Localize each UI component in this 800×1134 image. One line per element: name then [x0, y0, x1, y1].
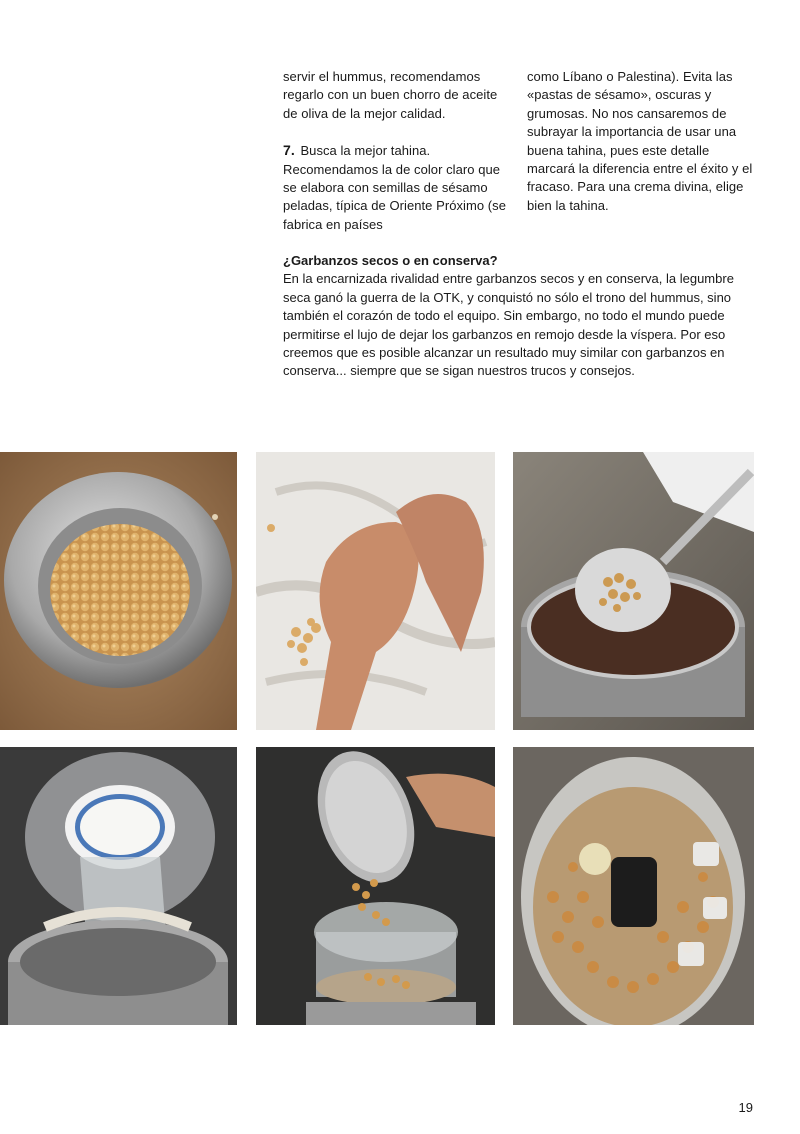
text-column-right — [527, 68, 755, 233]
photo-chickpeas-in-bowl — [0, 452, 237, 730]
step-number: 7. — [283, 142, 295, 159]
photo-skimming-pot — [513, 452, 754, 730]
photo-hands-rubbing-chickpeas — [256, 452, 495, 730]
section-dry-vs-canned — [283, 252, 753, 381]
step-7-paragraph — [283, 141, 511, 234]
text-column-left — [283, 68, 511, 252]
section-heading: ¿Garbanzos secos o en conserva? — [283, 253, 498, 268]
step-text: Busca la mejor tahina. Recomendamos la de color claro que se elabora con semillas de sésamo peladas, típica de Oriente Próximo (se fabrica en países — [283, 143, 507, 232]
page-number: 19 — [738, 1100, 753, 1115]
photo-food-processor — [513, 747, 754, 1025]
section-body: En la encarnizada rivalidad entre garbanzos secos y en conserva, la legumbre seca ganó la guerra de la OTK, y conquistó no sólo el trono del hummus, sino también el corazón de todo el equipo. Sin embargo, no todo el mundo puede permitirse el lujo de dejar los garbanzos en remojo desde la víspera. Por eso creemos que es posible alcanzar un resultado muy similar con garbanzos en conserva... siempre que se sigan nuestros trucos y consejos. — [283, 271, 734, 379]
paragraph: como Líbano o Palestina). Evita las «pastas de sésamo», oscuras y grumosas. No nos cansaremos de subrayar la importancia de usar una buena tahina, pues este detalle marcará la diferencia entre el éxito y el fracaso. Para una crema divina, elige bien la tahina. — [527, 69, 753, 213]
photo-pouring-chickpeas — [256, 747, 495, 1025]
photo-pouring-liquid — [0, 747, 237, 1025]
paragraph: servir el hummus, recomendamos regarlo con un buen chorro de aceite de oliva de la mejor calidad. — [283, 69, 498, 121]
